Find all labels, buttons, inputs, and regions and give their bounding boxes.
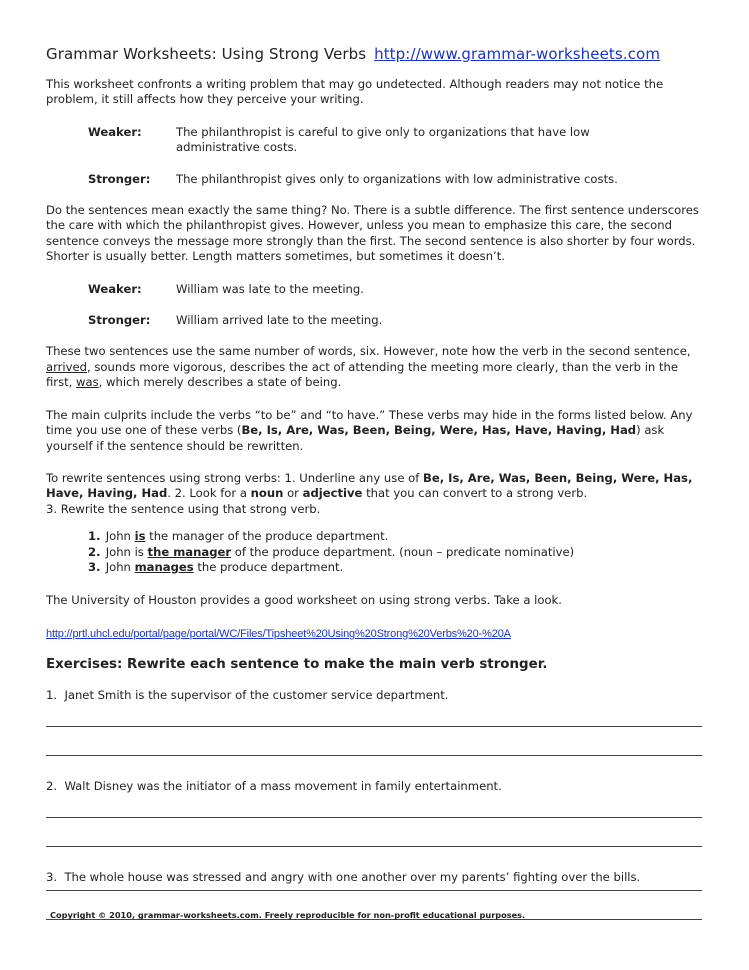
answer-line[interactable] <box>46 886 702 891</box>
stronger-sentence: The philanthropist gives only to organizations with low administrative costs. <box>176 171 618 186</box>
stronger-sentence: William arrived late to the meeting. <box>176 313 383 328</box>
weaker-sentence: The philanthropist is careful to give only to organizations that have low administrative costs. <box>176 124 590 155</box>
exercise-question: 3. The whole house was stressed and angry with one another over my parents’ fighting over the bills. <box>46 870 641 885</box>
steps-text: or <box>283 486 303 501</box>
answer-line[interactable] <box>46 802 702 818</box>
analysis-text: , sounds more vigorous, describes the act of attending the meeting more clearly, than the verb in the first, <box>46 359 678 390</box>
weaker-label: Weaker: <box>88 281 142 296</box>
list-item: 2. John is the manager of the produce department. (noun – predicate nominative) <box>88 544 575 559</box>
stronger-label: Stronger: <box>88 171 151 186</box>
culprits-text: The main culprits include the verbs “to be” and “to have.” These verbs may hide in the forms listed below. Any time you use one of these verbs ( <box>46 407 693 438</box>
answer-line[interactable] <box>46 821 702 847</box>
list-item: 3. John manages the produce department. <box>88 559 344 574</box>
john-example-list <box>46 529 702 575</box>
discussion-paragraph: Do the sentences mean exactly the same thing? No. There is a subtle difference. The first sentence underscores the care with which the philanthropist gives. However, unless you mean to emphasize this care, the second sentence conveys the message more strongly than the first. The second sentence is also shorter by four words. Shorter is usually better. Length matters sometimes, but sometimes it doesn’t. <box>46 203 699 264</box>
resource-link[interactable]: http://prtl.uhcl.edu/portal/page/portal/WC/Files/Tipsheet%20Using%20Strong%20Verbs%20-%20A <box>46 627 511 640</box>
example1-stronger <box>88 172 702 187</box>
steps-text: To rewrite sentences using strong verbs: 1. Underline any use of <box>46 470 423 485</box>
steps-text: that you can convert to a strong verb. <box>362 486 588 501</box>
exercise-question: 2. Walt Disney was the initiator of a mass movement in family entertainment. <box>46 778 502 793</box>
page-title <box>46 44 702 64</box>
weaker-sentence: William was late to the meeting. <box>176 281 364 296</box>
list-item: 1. John is the manager of the produce department. <box>88 529 389 544</box>
worksheet-page <box>46 44 702 923</box>
noun-word: noun <box>250 486 284 501</box>
analysis-text: These two sentences use the same number of words, six. However, note how the verb in the second sentence, <box>46 344 691 359</box>
resource-paragraph: The University of Houston provides a good worksheet on using strong verbs. Take a look. <box>46 593 562 608</box>
intro-paragraph: This worksheet confronts a writing problem that may go undetected. Although readers may not notice the problem, it still affects how they perceive your writing. <box>46 77 664 107</box>
analysis-paragraph <box>46 344 702 390</box>
stronger-label: Stronger: <box>88 313 151 328</box>
steps-text: 3. Rewrite the sentence using that strong verb. <box>46 501 321 516</box>
answer-line[interactable] <box>46 711 702 727</box>
steps-text: . 2. Look for a <box>167 486 251 501</box>
arrived-word: arrived <box>46 359 88 374</box>
culprit-verbs: Be, Is, Are, Was, Been, Being, Were, Has, Have, Having, Had <box>241 423 637 438</box>
example1-weaker <box>88 125 702 156</box>
example2-weaker <box>88 282 702 297</box>
culprits-text: ) ask yourself if the sentence should be rewritten. <box>46 423 665 453</box>
exercise-1 <box>46 688 702 756</box>
culprits-paragraph <box>46 408 702 454</box>
step-verbs: Be, Is, Are, Was, Been, Being, Were, Has, Have, Having, Had <box>46 470 693 501</box>
adjective-word: adjective <box>302 486 363 501</box>
steps-paragraph <box>46 471 702 517</box>
exercise-2 <box>46 779 702 847</box>
title-text: Grammar Worksheets: Using Strong Verbs <box>46 45 367 63</box>
example2-stronger <box>88 313 702 328</box>
copyright-footer: Copyright © 2010, grammar-worksheets.com. Freely reproducible for non-profit educational purposes. <box>50 910 526 920</box>
weaker-label: Weaker: <box>88 124 142 139</box>
answer-line[interactable] <box>46 730 702 756</box>
analysis-text: , which merely describes a state of being. <box>98 375 342 390</box>
was-word: was <box>76 375 99 390</box>
site-link[interactable]: http://www.grammar-worksheets.com <box>374 45 661 63</box>
exercise-question: 1. Janet Smith is the supervisor of the customer service department. <box>46 687 449 702</box>
exercises-heading: Exercises: Rewrite each sentence to make the main verb stronger. <box>46 657 548 673</box>
